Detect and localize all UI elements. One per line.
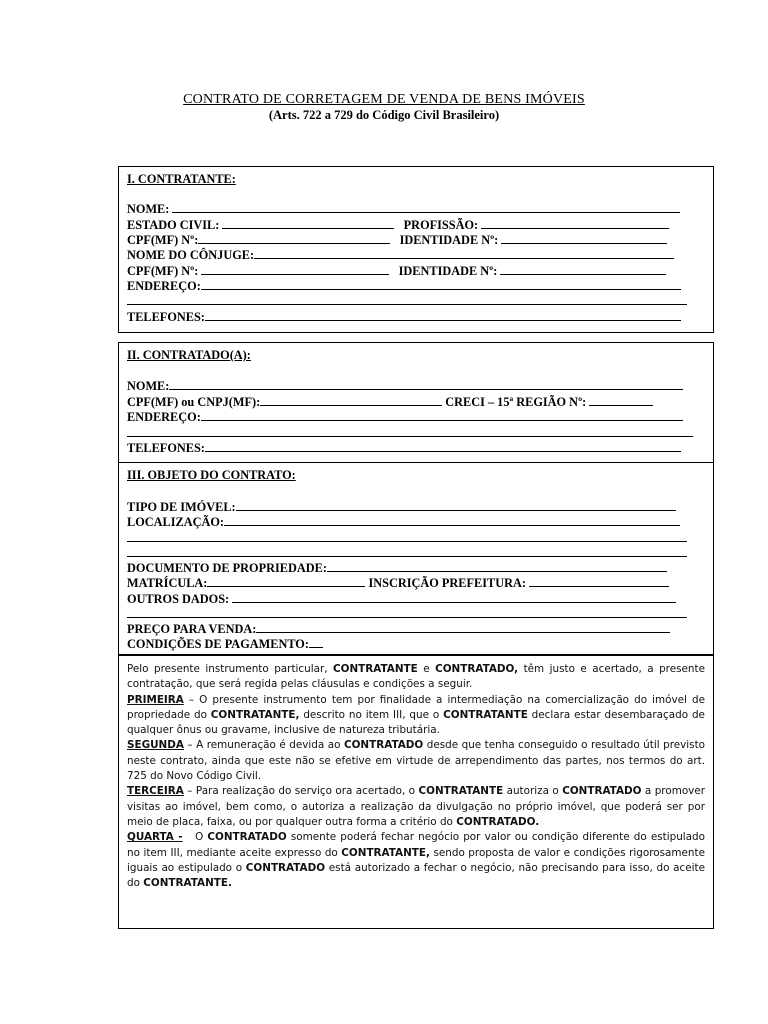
clause-terceira: TERCEIRA – Para realização do serviço ora acertado, o CONTRATANTE autoriza o CONTRATADO a promover visitas ao imóvel, bem como, o autoriza a realização da divulgação no próprio imóvel, que poderá ser por meio de placa, faixa, ou por qualquer outra forma a critério do CONTRATADO. <box>127 785 705 828</box>
clauses-section <box>118 655 714 929</box>
objeto-outros-line2[interactable] <box>127 606 693 622</box>
contratado-heading: II. CONTRATADO(A): <box>127 348 251 362</box>
contratante-section <box>118 166 714 333</box>
clause-segunda: SEGUNDA – A remuneração é devida ao CONTRATADO desde que tenha conseguido o resultado útil previsto neste contrato, ainda que este não se efetive em virtude de arrependimento das partes, nos termos do art. 725 do Novo Código Civil. <box>127 739 706 783</box>
objeto-tipo-field[interactable]: TIPO DE IMÓVEL: <box>127 499 693 515</box>
objeto-inscricao-label: INSCRIÇÃO PREFEITURA: <box>368 576 526 590</box>
document-subtitle: (Arts. 722 a 729 do Código Civil Brasileiro) <box>268 108 500 122</box>
clause-quarta: QUARTA - O CONTRATADO somente poderá fechar negócio por valor ou condição diferente do estipulado no item III, mediante aceite expresso do CONTRATANTE, sendo proposta de valor e condições rigorosamente iguais ao estipulado o CONTRATADO está autorizado a fechar o negócio, não precisando para isso, do aceite do CONTRATANTE. <box>127 831 705 890</box>
contratante-endereco-field[interactable]: ENDEREÇO: <box>127 278 693 294</box>
contratado-creci-label: CRECI – 15ª REGIÃO Nº: <box>445 395 587 409</box>
clauses-text <box>127 662 705 891</box>
objeto-condicoes-field[interactable]: CONDIÇÕES DE PAGAMENTO: <box>127 636 693 652</box>
contratado-nome-field[interactable]: NOME: <box>127 378 693 394</box>
contratante-profissao-label: PROFISSÃO: <box>403 218 479 232</box>
contratante-cpf-field[interactable]: CPF(MF) Nº: IDENTIDADE Nº: <box>127 232 693 248</box>
contratado-cpf-cnpj-field[interactable]: CPF(MF) ou CNPJ(MF): CRECI – 15ª REGIÃO Nº: <box>127 394 693 410</box>
contratado-endereco-field[interactable]: ENDEREÇO: <box>127 409 693 425</box>
contratado-section <box>118 342 714 463</box>
objeto-preco-field[interactable]: PREÇO PARA VENDA: <box>127 621 693 637</box>
contratado-endereco-line2[interactable] <box>127 425 693 441</box>
objeto-matricula-field[interactable]: MATRÍCULA: INSCRIÇÃO PREFEITURA: <box>127 575 693 591</box>
objeto-section <box>118 463 714 655</box>
objeto-outros-field[interactable]: OUTROS DADOS: <box>127 591 693 607</box>
objeto-documento-field[interactable]: DOCUMENTO DE PROPRIEDADE: <box>127 560 693 576</box>
contratante-heading: I. CONTRATANTE: <box>127 172 236 186</box>
contratante-endereco-line2[interactable] <box>127 293 693 309</box>
contratante-estado-civil-field[interactable]: ESTADO CIVIL: PROFISSÃO: <box>127 217 693 233</box>
objeto-heading: III. OBJETO DO CONTRATO: <box>127 468 296 482</box>
document-title: CONTRATO DE CORRETAGEM DE VENDA DE BENS IMÓVEIS <box>183 92 585 107</box>
contratado-telefones-field[interactable]: TELEFONES: <box>127 440 693 456</box>
contratante-telefones-field[interactable]: TELEFONES: <box>127 309 693 325</box>
contratante-identidade2-label: IDENTIDADE Nº: <box>398 264 498 278</box>
contratante-nome-field[interactable]: NOME: <box>127 201 693 217</box>
contratante-cpf2-field[interactable]: CPF(MF) Nº: IDENTIDADE Nº: <box>127 263 693 279</box>
clause-primeira: PRIMEIRA – O presente instrumento tem por finalidade a intermediação na comercialização do imóvel de propriedade do CONTRATANTE, descrito no item III, que o CONTRATANTE declara estar desembaraçado de qualquer ônus ou gravame, inclusive de natureza tributária. <box>127 693 705 737</box>
objeto-localizacao-field[interactable]: LOCALIZAÇÃO: <box>127 514 693 530</box>
objeto-localizacao-line2[interactable] <box>127 530 693 546</box>
objeto-localizacao-line3[interactable] <box>127 545 693 561</box>
contratante-conjuge-field[interactable]: NOME DO CÔNJUGE: <box>127 247 693 263</box>
contratante-identidade-label: IDENTIDADE Nº: <box>399 233 499 247</box>
clause-intro: Pelo presente instrumento particular, CONTRATANTE e CONTRATADO, têm justo e acertado, a presente contratação, que será regida pelas cláusulas e condições a seguir. <box>127 663 705 691</box>
